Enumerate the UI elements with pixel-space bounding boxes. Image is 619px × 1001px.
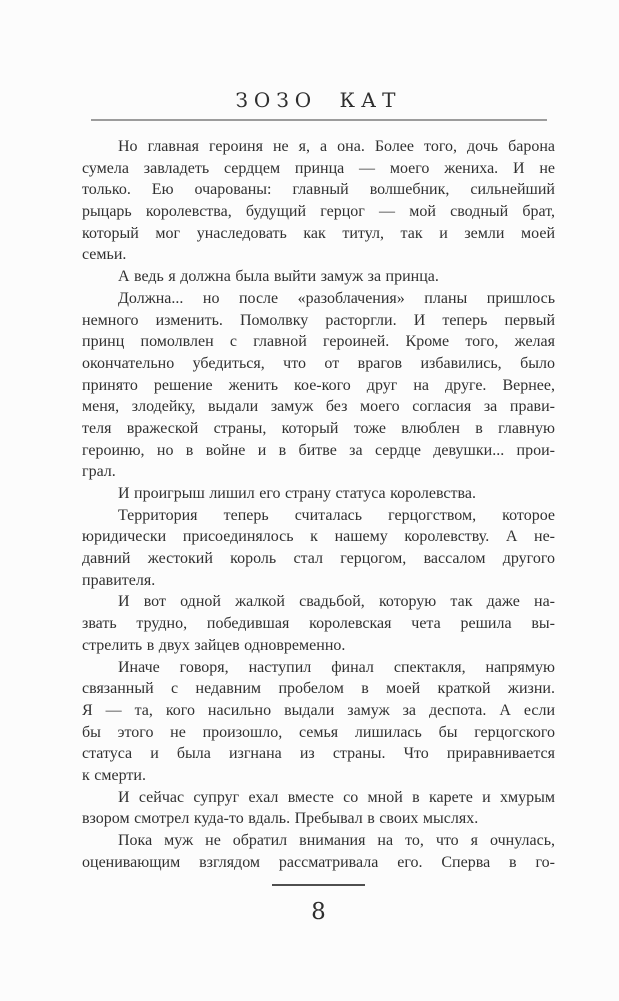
paragraph <box>82 591 555 656</box>
text-line: семьи. <box>82 246 127 264</box>
text-line: который мог унаследовать как титул, так и земли моей <box>82 224 555 242</box>
text-line: Территория теперь считалась герцогством, которое <box>118 506 555 524</box>
text-line: немного изменить. Помолвку расторгли. И теперь первый <box>82 311 555 329</box>
text-line: принц помолвлен с главной героиней. Кроме того, желая <box>82 333 555 351</box>
paragraph <box>82 830 555 873</box>
text-line: юридически присоединялось к нашему королевству. А не- <box>82 528 555 546</box>
text-line: Должна... но после «разоблачения» планы пришлось <box>118 289 555 307</box>
text-line: к смерти. <box>82 766 146 784</box>
text-line: правителя. <box>82 571 156 589</box>
footer-divider <box>272 884 365 886</box>
header-rule <box>91 119 547 121</box>
text-line: принято решение женить кое-кого друг на друге. Вернее, <box>82 376 555 394</box>
text-line: взором смотрел куда-то вдаль. Пребывал в своих мыслях. <box>82 810 479 828</box>
text-line: Пока муж не обратил внимания на то, что я очнулась, <box>118 832 555 849</box>
text-line: теля вражеской страны, который тоже влюблен в главную <box>82 419 555 437</box>
text-line: сумела завладеть сердцем принца — моего жениха. И не <box>82 159 555 177</box>
text-line: статуса и была изгнана из страны. Что приравнивается <box>82 745 555 763</box>
paragraph <box>82 505 555 592</box>
text-line: И сейчас супруг ехал вместе со мной в карете и хмурым <box>118 788 555 806</box>
paragraph <box>82 787 555 830</box>
text-line: И вот одной жалкой свадьбой, которую так даже на- <box>118 593 555 611</box>
header-title: ЗОЗО КАТ <box>235 88 402 112</box>
text-line: только. Ею очарованы: главный волшебник, сильнейший <box>82 181 555 199</box>
text-line: И проигрыш лишил его страну статуса королевства. <box>118 485 476 502</box>
text-line: Но главная героиня не я, а она. Более того, дочь барона <box>118 138 555 155</box>
text-line: стрелить в двух зайцев одновременно. <box>82 636 346 654</box>
text-line: А ведь я должна была выйти замуж за принца. <box>118 268 439 286</box>
page-number: 8 <box>311 899 326 925</box>
text-line: давний жестокий король стал герцогом, вассалом другого <box>82 550 555 568</box>
paragraph <box>82 483 555 505</box>
text-line: меня, злодейку, выдали замуж без моего согласия за прави- <box>82 398 555 416</box>
text-line: связанный с недавним пробелом в моей краткой жизни. <box>82 680 555 698</box>
text-line: Я — та, кого насильно выдали замуж за деспота. А если <box>82 701 555 719</box>
text-line: окончательно убедиться, что от врагов избавились, было <box>82 354 555 372</box>
paragraph <box>82 288 555 483</box>
text-line: грал. <box>82 463 116 481</box>
text-line: оценивающим взглядом рассматривала его. Сперва в го- <box>82 853 555 871</box>
text-block <box>82 136 555 873</box>
text-line: звать трудно, победившая королевская чета решила вы- <box>82 615 555 633</box>
page-header <box>82 88 555 121</box>
paragraph <box>82 657 555 787</box>
paragraph <box>82 136 555 266</box>
paragraph <box>82 266 555 288</box>
text-line: бы этого не произошло, семья лишилась бы герцогского <box>82 723 555 741</box>
text-line: Иначе говоря, наступил финал спектакля, напрямую <box>118 658 555 676</box>
text-line: героиню, но в войне и в битве за сердце девушки... прои- <box>82 441 555 459</box>
text-line: рыцарь королевства, будущий герцог — мой сводный брат, <box>82 203 555 221</box>
